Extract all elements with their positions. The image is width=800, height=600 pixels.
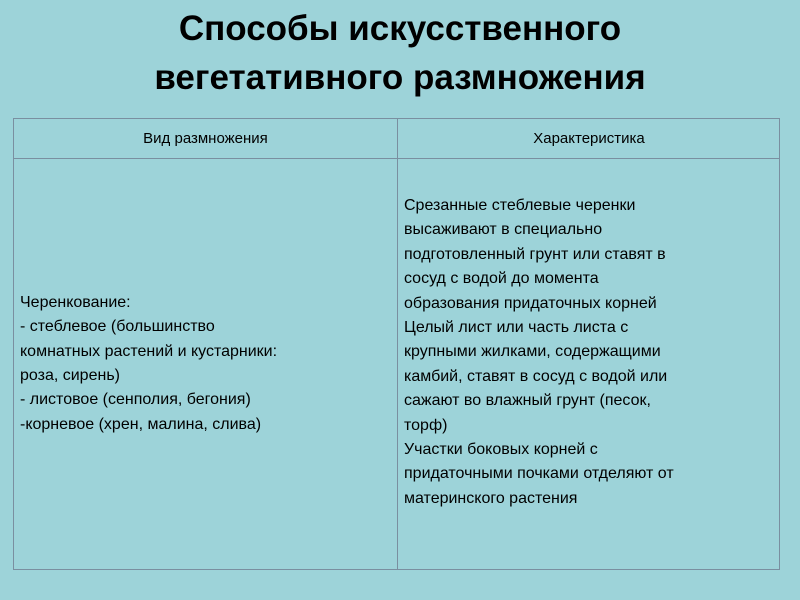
left-line: Черенкование:	[20, 293, 131, 311]
left-line: - стеблевое (большинство	[20, 318, 215, 336]
header-characteristic: Характеристика	[533, 130, 645, 147]
right-line: крупными жилками, содержащими	[404, 343, 661, 361]
right-line: торф)	[404, 416, 448, 434]
right-line: сосуд с водой до момента	[404, 270, 599, 288]
cell-propagation-type	[14, 159, 397, 569]
left-line: роза, сирень)	[20, 367, 120, 384]
left-line: комнатных растений и кустарники:	[20, 342, 278, 360]
right-line: образования придаточных корней	[404, 294, 657, 312]
right-line: высаживают в специально	[404, 221, 603, 239]
right-line: Целый лист или часть листа с	[404, 319, 629, 337]
right-line: камбий, ставят в сосуд с водой или	[404, 367, 668, 385]
left-line: -корневое (хрен, малина, слива)	[20, 415, 262, 433]
title-line-1: Способы искусственного	[178, 9, 622, 48]
right-line: придаточными почками отделяют от	[404, 465, 674, 483]
cell-characteristic	[398, 159, 780, 569]
title-line-2: вегетативного размножения	[154, 58, 646, 97]
right-line: сажают во влажный грунт (песок,	[404, 392, 651, 410]
propagation-table	[13, 118, 780, 570]
right-line: Срезанные стеблевые черенки	[404, 197, 636, 214]
right-line: материнского растения	[404, 489, 578, 507]
slide-title	[0, 4, 800, 102]
left-line: - листовое (сенполия, бегония)	[20, 391, 251, 409]
right-line: подготовленный грунт или ставят в	[404, 245, 666, 263]
right-line: Участки боковых корней с	[404, 441, 598, 459]
header-propagation-type: Вид размножения	[143, 130, 268, 147]
propagation-type-text	[20, 291, 277, 437]
